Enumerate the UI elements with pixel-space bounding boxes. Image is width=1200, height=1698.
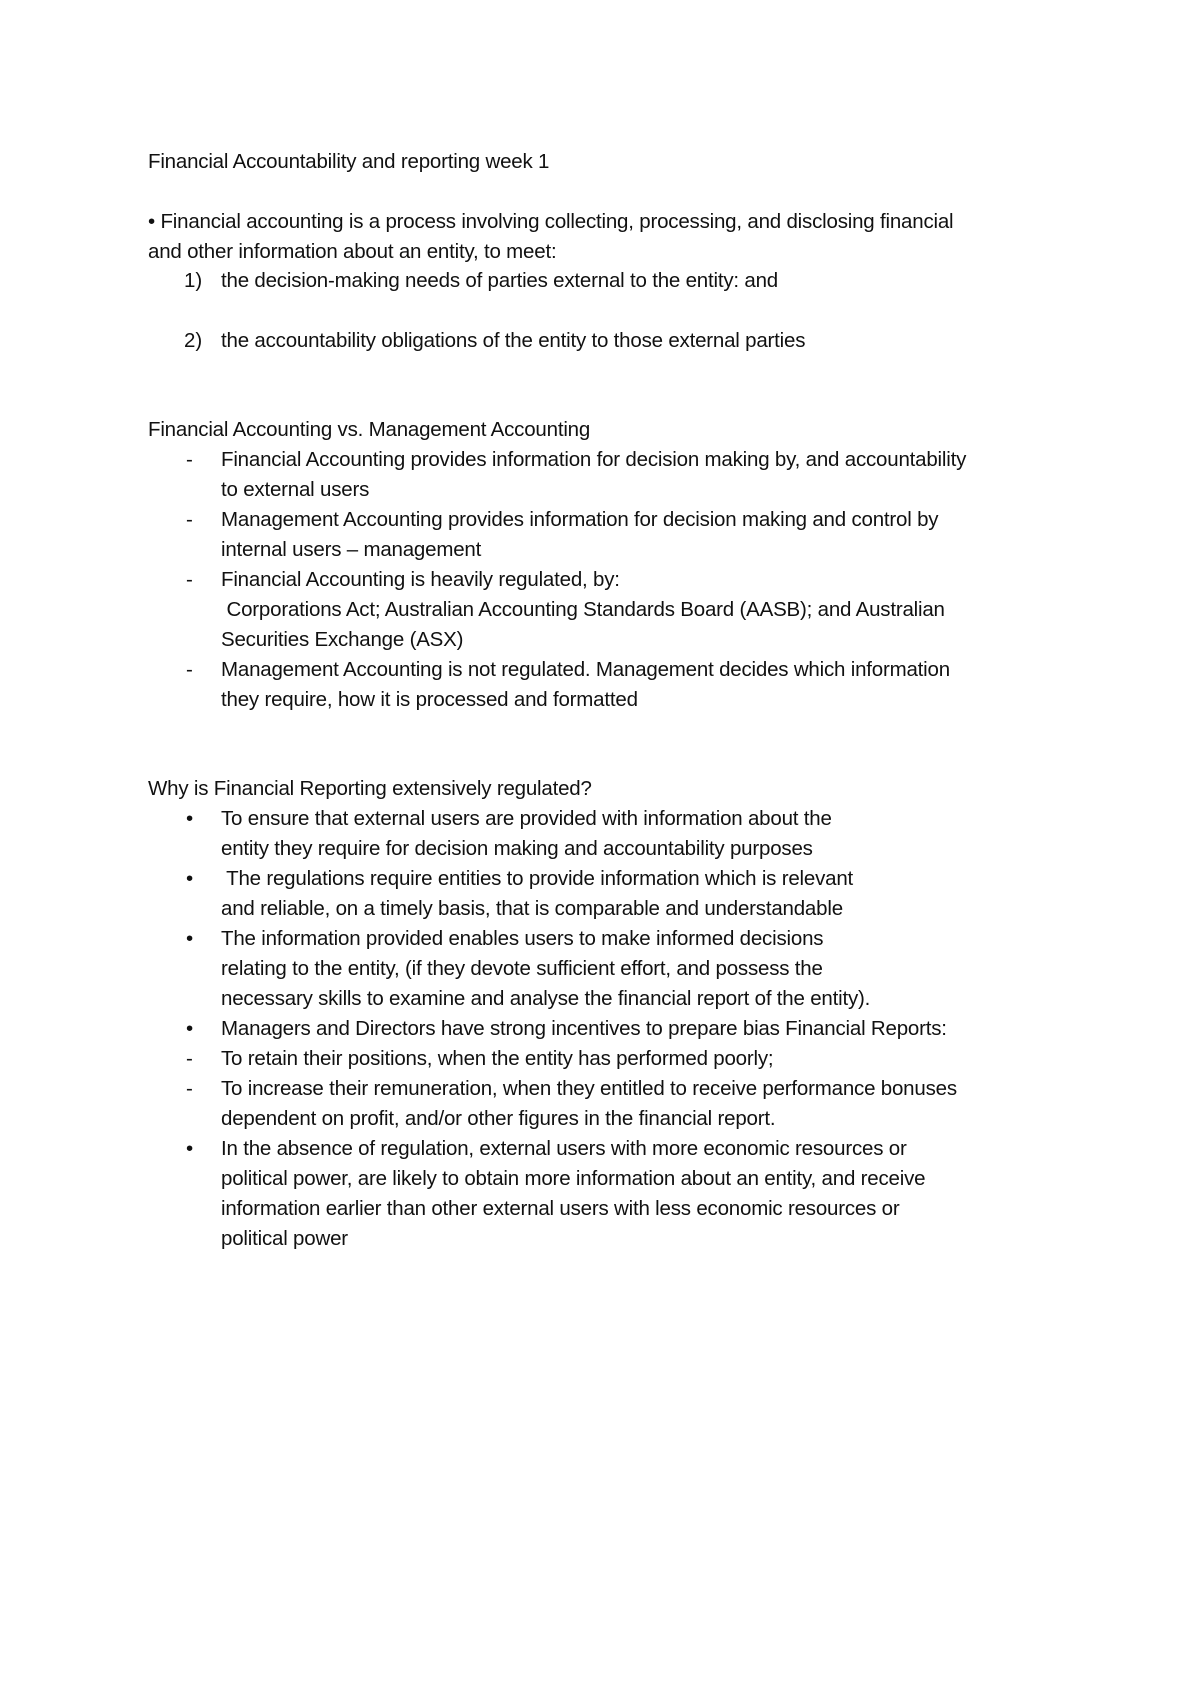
list-item: Financial Accounting is heavily regulated, by: bbox=[221, 568, 620, 591]
list-item-continued: political power bbox=[221, 1227, 348, 1250]
list-item: In the absence of regulation, external users with more economic resources or bbox=[221, 1137, 907, 1160]
list-item-continued: necessary skills to examine and analyse the financial report of the entity). bbox=[221, 987, 871, 1010]
list-item-continued: Securities Exchange (ASX) bbox=[221, 628, 464, 651]
intro-line: and other information about an entity, to meet: bbox=[148, 240, 557, 263]
list-item-continued: Corporations Act; Australian Accounting Standards Board (AASB); and Australian bbox=[221, 598, 945, 621]
list-item-continued: dependent on profit, and/or other figures in the financial report. bbox=[221, 1107, 776, 1130]
list-item: Management Accounting provides information for decision making and control by bbox=[221, 508, 939, 531]
list-number: 1) bbox=[184, 269, 203, 292]
dash-marker: - bbox=[186, 508, 193, 531]
dash-marker: - bbox=[186, 1077, 193, 1100]
bullet-marker: • bbox=[186, 1017, 194, 1040]
list-item: Management Accounting is not regulated. Management decides which information bbox=[221, 658, 950, 681]
dash-marker: - bbox=[186, 658, 193, 681]
list-item-continued: relating to the entity, (if they devote sufficient effort, and possess the bbox=[221, 957, 823, 980]
list-item: the accountability obligations of the entity to those external parties bbox=[221, 329, 806, 352]
section-heading: Why is Financial Reporting extensively regulated? bbox=[148, 777, 592, 800]
section-heading: Financial Accounting vs. Management Accounting bbox=[148, 418, 591, 441]
list-item: To retain their positions, when the entity has performed poorly; bbox=[221, 1047, 774, 1070]
list-item-continued: and reliable, on a timely basis, that is comparable and understandable bbox=[221, 897, 843, 920]
list-item-continued: information earlier than other external users with less economic resources or bbox=[221, 1197, 900, 1220]
list-item-continued: to external users bbox=[221, 478, 370, 501]
page-title: Financial Accountability and reporting week 1 bbox=[148, 150, 550, 173]
bullet-marker: • bbox=[186, 807, 194, 830]
list-item: The information provided enables users to make informed decisions bbox=[221, 927, 824, 950]
dash-marker: - bbox=[186, 568, 193, 591]
list-item-continued: internal users – management bbox=[221, 538, 482, 561]
list-item-continued: they require, how it is processed and formatted bbox=[221, 688, 638, 711]
list-item: Managers and Directors have strong incentives to prepare bias Financial Reports: bbox=[221, 1017, 947, 1040]
list-item-continued: political power, are likely to obtain more information about an entity, and receive bbox=[221, 1167, 926, 1190]
dash-marker: - bbox=[186, 1047, 193, 1070]
bullet-marker: • bbox=[186, 867, 194, 890]
bullet-marker: • bbox=[186, 927, 194, 950]
list-number: 2) bbox=[184, 329, 203, 352]
list-item: To increase their remuneration, when they entitled to receive performance bonuses bbox=[221, 1077, 957, 1100]
list-item: Financial Accounting provides information for decision making by, and accountability bbox=[221, 448, 967, 471]
list-item-continued: entity they require for decision making and accountability purposes bbox=[221, 837, 813, 860]
intro-line: • Financial accounting is a process involving collecting, processing, and disclosing financial bbox=[148, 210, 954, 233]
bullet-marker: • bbox=[186, 1137, 194, 1160]
dash-marker: - bbox=[186, 448, 193, 471]
list-item: the decision-making needs of parties external to the entity: and bbox=[221, 269, 778, 292]
list-item: To ensure that external users are provided with information about the bbox=[221, 807, 832, 830]
list-item: The regulations require entities to provide information which is relevant bbox=[221, 867, 854, 890]
